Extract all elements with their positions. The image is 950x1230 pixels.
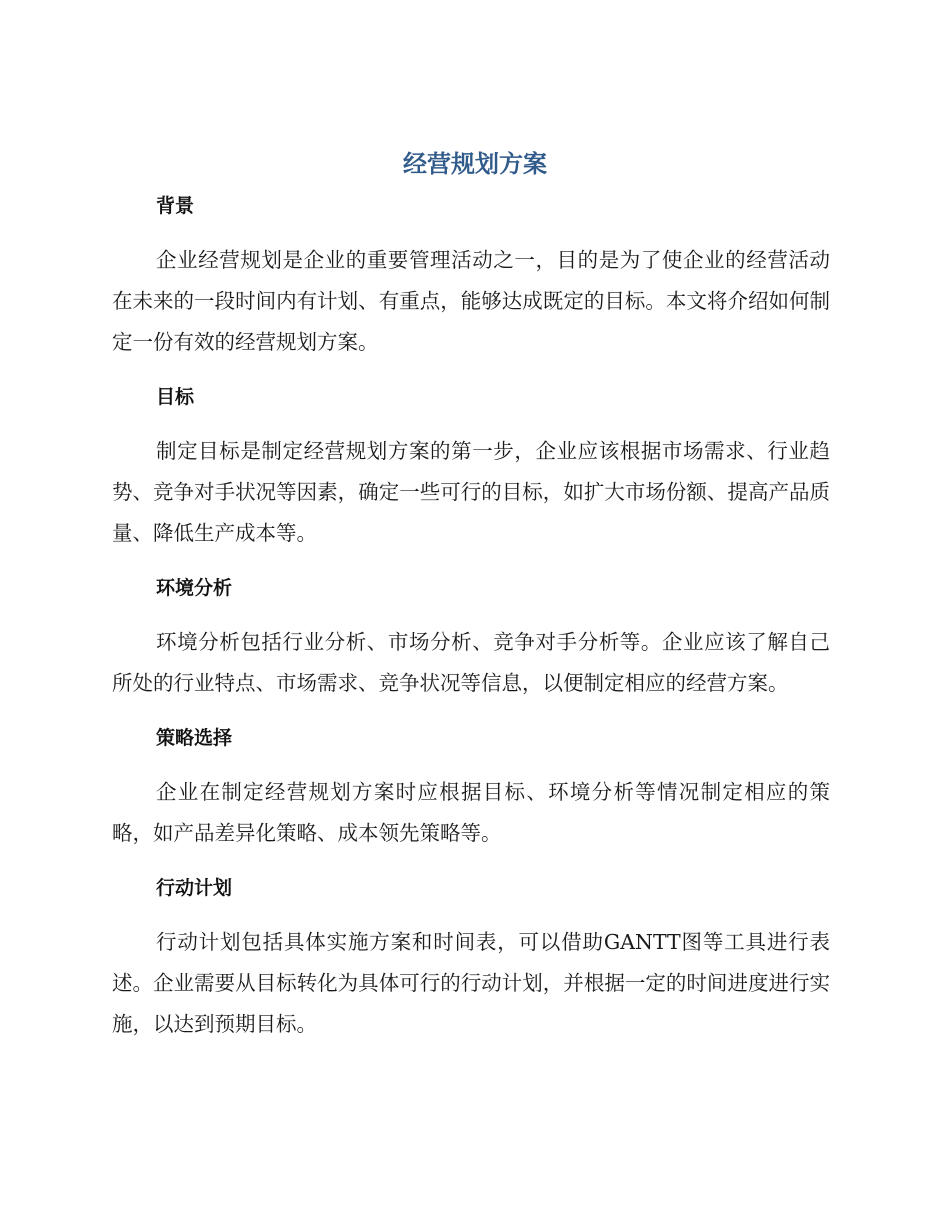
section-heading: 行动计划 xyxy=(156,877,233,899)
section-background xyxy=(112,188,830,379)
section-environment-analysis xyxy=(112,570,830,720)
document-title: 经营规划方案 xyxy=(403,150,547,178)
section-strategy-selection xyxy=(112,720,830,870)
section-heading: 目标 xyxy=(156,386,195,408)
section-paragraph: 环境分析包括行业分析、市场分析、竞争对手分析等。企业应该了解自己所处的行业特点、市场需求、竞争状况等信息，以便制定相应的经营方案。 xyxy=(112,630,830,695)
section-paragraph: 企业经营规划是企业的重要管理活动之一，目的是为了使企业的经营活动在未来的一段时间内有计划、有重点，能够达成既定的目标。本文将介绍如何制定一份有效的经营规划方案。 xyxy=(112,248,830,354)
section-heading: 背景 xyxy=(156,195,195,217)
section-paragraph: 行动计划包括具体实施方案和时间表，可以借助GANTT图等工具进行表述。企业需要从目标转化为具体可行的行动计划，并根据一定的时间进度进行实施，以达到预期目标。 xyxy=(112,930,830,1036)
section-heading: 策略选择 xyxy=(156,727,233,749)
document-body xyxy=(112,188,830,1045)
section-paragraph: 企业在制定经营规划方案时应根据目标、环境分析等情况制定相应的策略，如产品差异化策略、成本领先策略等。 xyxy=(112,780,830,845)
section-heading: 环境分析 xyxy=(156,577,233,599)
section-goals xyxy=(112,379,830,570)
section-action-plan xyxy=(112,870,830,1045)
section-paragraph: 制定目标是制定经营规划方案的第一步，企业应该根据市场需求、行业趋势、竞争对手状况等因素，确定一些可行的目标，如扩大市场份额、提高产品质量、降低生产成本等。 xyxy=(112,439,830,545)
